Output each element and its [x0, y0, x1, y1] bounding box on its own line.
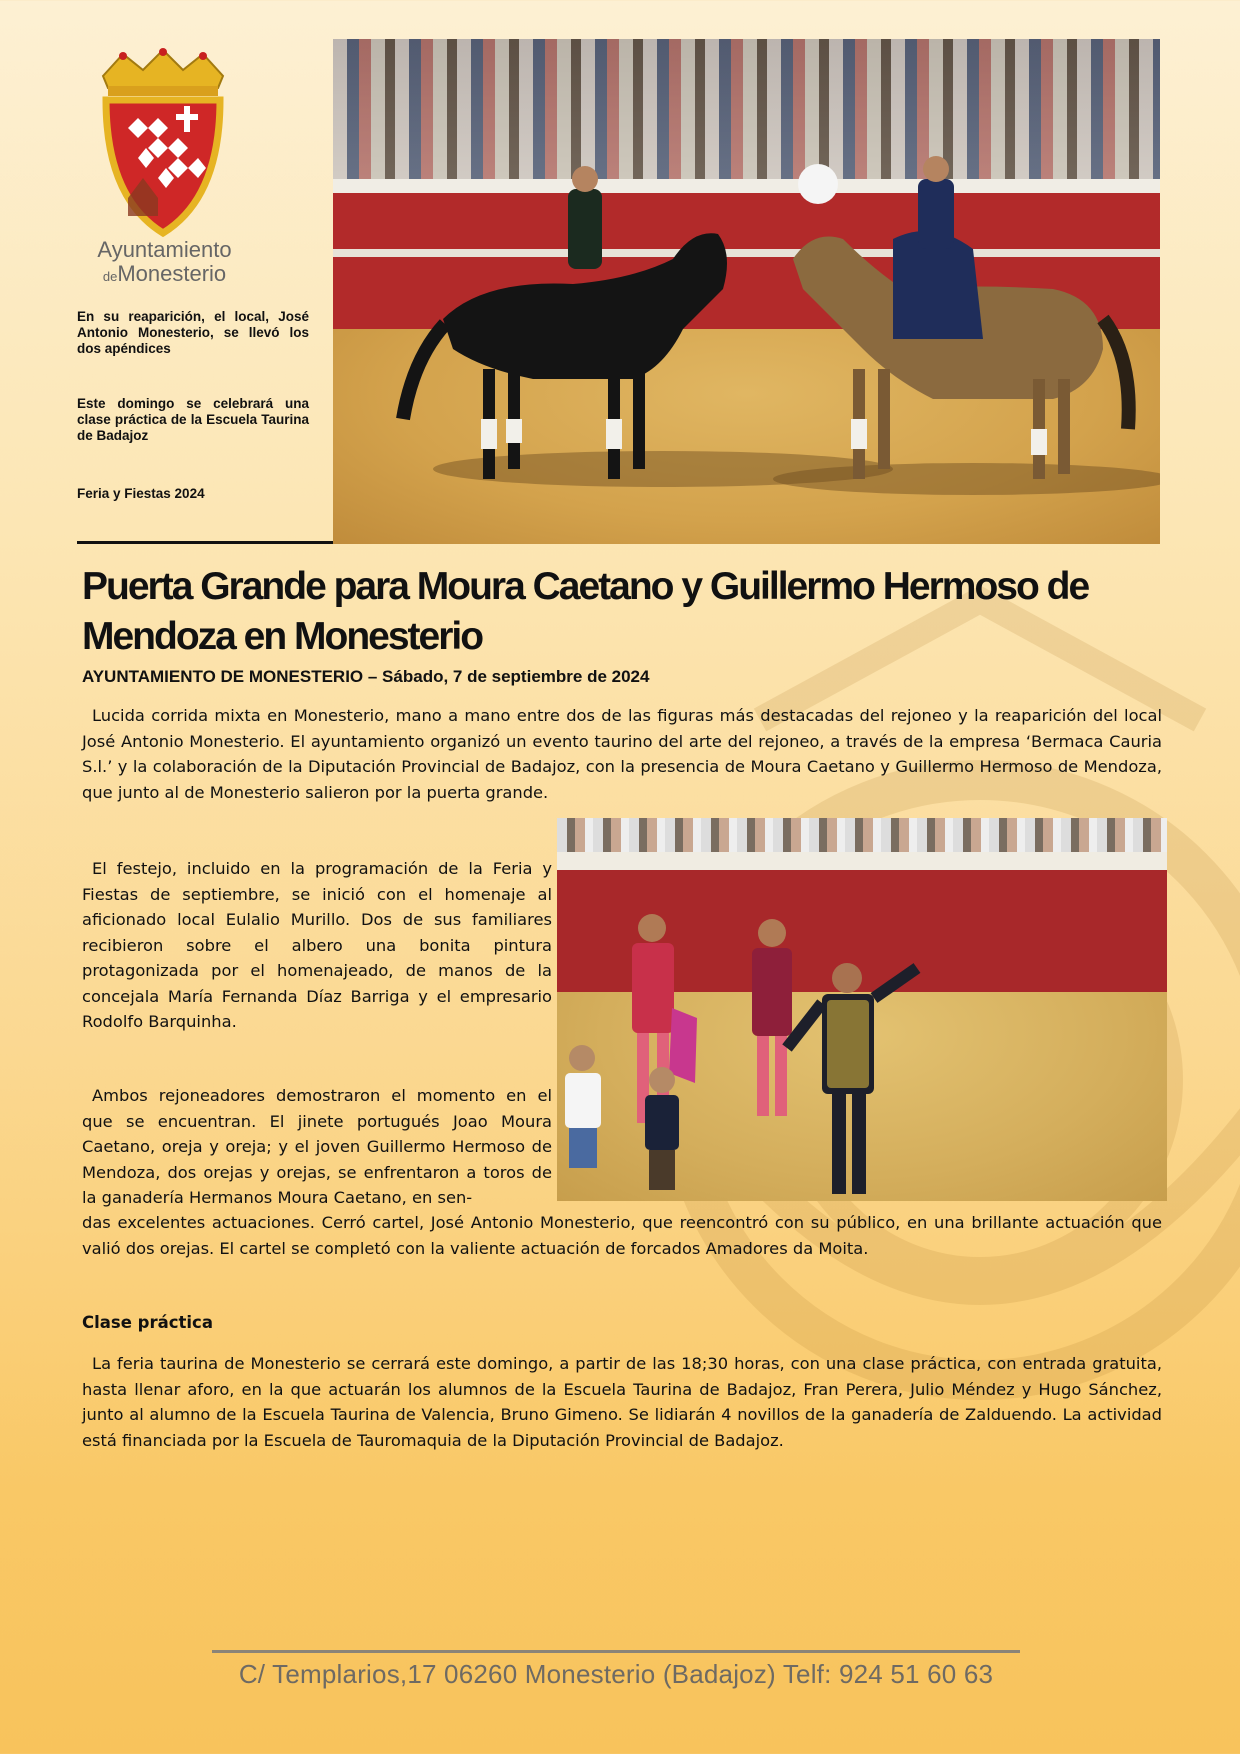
sidebar-divider: [77, 541, 335, 544]
article-paragraph-4: La feria taurina de Monesterio se cerrará este domingo, a partir de las 18;30 horas, con una clase práctica, con entrada gratuita, hasta llenar aforo, en la que actuarán los alumnos de la Escuela Taurina de Badajoz, Fran Perera, Julio Méndez y Hugo Sánchez, junto al alumno de la Escuela Taurina de Valencia, Bruno Gimeno. Se lidiarán 4 novillos de la ganadería de Zalduendo. La actividad está financiada por la Escuela de Tauromaquia de la Diputación Provincial de Badajoz.: [82, 1354, 1162, 1450]
article-paragraph-3-start: Ambos rejoneadores demostraron el momento en el que se encuentran. El jinete portugués Joao Moura Caetano, oreja y oreja; y el joven Guillermo Hermoso de Mendoza, dos orejas y orejas, se enfrentaron a toros de la ganadería Hermanos Moura Caetano, en sen-: [82, 1086, 552, 1207]
logo-line2-name: Monesterio: [117, 261, 227, 286]
logo-line2-prefix: de: [102, 269, 118, 284]
article-headline: Puerta Grande para Moura Caetano y Guillermo Hermoso de Mendoza en Monesterio: [82, 565, 1089, 658]
footer-divider: [212, 1650, 1020, 1653]
teaser-reaparicion: En su reaparición, el local, José Antonio Monesterio, se llevó los dos apéndices: [77, 309, 309, 356]
logo-line2: [72, 262, 257, 289]
article-paragraph-1: Lucida corrida mixta en Monesterio, mano a mano entre dos de las figuras más destacadas del rejoneo y la reaparición del local José Antonio Monesterio. El ayuntamiento organizó un evento taurino del arte del rejoneo, a través de la empresa ‘Bermaca Cauria S.l.’ y la colaboración de la Diputación Provincial de Badajoz, con la presencia de Moura Caetano y Guillermo Hermoso de Mendoza, que junto al de Monesterio salieron por la puerta grande.: [82, 706, 1162, 802]
horses-illustration: [333, 39, 1160, 544]
article-paragraph-2: El festejo, incluido en la programación de la Feria y Fiestas de septiembre, se inició con el homenaje al aficionado local Eulalio Murillo. Dos de sus familiares recibieron sobre el albero una bonita pintura protagonizada por el homenajeado, de manos de la concejala María Fernanda Díaz Barriga y el empresario Rodolfo Barquinha.: [82, 859, 552, 1031]
section-heading-clase-practica: Clase práctica: [82, 1313, 213, 1332]
hero-photo-rejoneadores: [333, 39, 1160, 544]
teaser-clase-practica: Este domingo se celebrará una clase práctica de la Escuela Taurina de Badajoz: [77, 396, 309, 443]
logo-wordmark: [72, 238, 257, 289]
toreros-illustration: [557, 818, 1167, 1201]
photo-toreros-paseo: [557, 818, 1167, 1201]
article-paragraph-3-end: das excelentes actuaciones. Cerró cartel, José Antonio Monesterio, que reencontró con su público, en una brillante actuación que valió dos orejas. El cartel se completó con la valiente actuación de forcados Amadores da Moita.: [82, 1213, 1162, 1258]
footer-address: C/ Templarios,17 06260 Monesterio (Badajoz) Telf: 924 51 60 63: [238, 1659, 994, 1689]
logo-line1: Ayuntamiento: [97, 237, 232, 262]
article-byline: AYUNTAMIENTO DE MONESTERIO – Sábado, 7 de septiembre de 2024: [82, 667, 650, 686]
teaser-feria: Feria y Fiestas 2024: [77, 486, 205, 501]
